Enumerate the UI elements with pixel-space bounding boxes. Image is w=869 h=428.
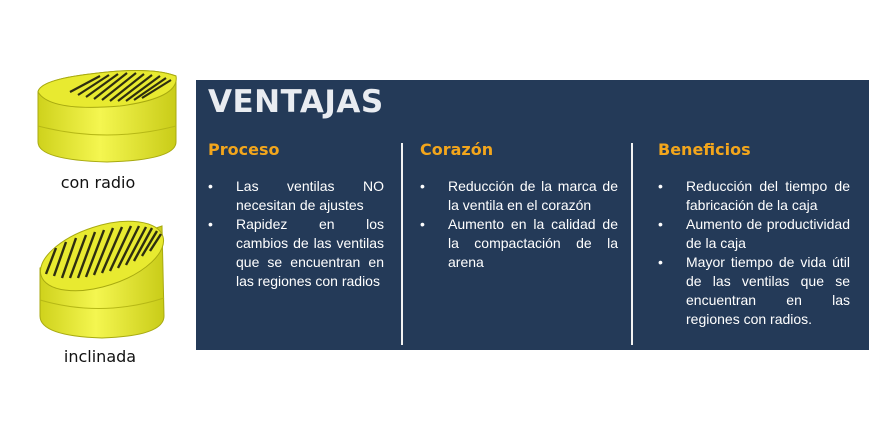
column-divider (631, 143, 633, 345)
inclined-vent-icon (32, 218, 172, 342)
list-item: • Reducción de la marca de la ventila en el corazón (420, 177, 618, 215)
column-beneficios (658, 140, 850, 329)
list-item: • Mayor tiempo de vida útil de las ventilas que se encuentran en las regiones con radios. (658, 253, 850, 329)
bullet-list (420, 177, 618, 272)
list-item: • Rapidez en los cambios de las ventilas que se encuentran en las regiones con radios (208, 215, 384, 291)
list-item: • Reducción del tiempo de fabricación de la caja (658, 177, 850, 215)
list-item: • Aumento en la calidad de la compactación de la arena (420, 215, 618, 272)
column-corazon (420, 140, 618, 272)
advantages-panel (196, 80, 869, 350)
column-heading: Proceso (208, 140, 280, 159)
list-item: • Las ventilas NO necesitan de ajustes (208, 177, 384, 215)
vent-caption: con radio (60, 173, 136, 192)
bullet-list (208, 177, 384, 291)
panel-title: VENTAJAS (208, 84, 384, 120)
list-item: • Aumento de productividad de la caja (658, 215, 850, 253)
bullet-list (658, 177, 850, 329)
column-heading: Corazón (420, 140, 494, 159)
vent-caption: inclinada (63, 347, 137, 366)
column-heading: Beneficios (658, 140, 751, 159)
column-divider (401, 143, 403, 345)
radius-vent-icon (30, 62, 180, 172)
column-proceso (208, 140, 384, 291)
